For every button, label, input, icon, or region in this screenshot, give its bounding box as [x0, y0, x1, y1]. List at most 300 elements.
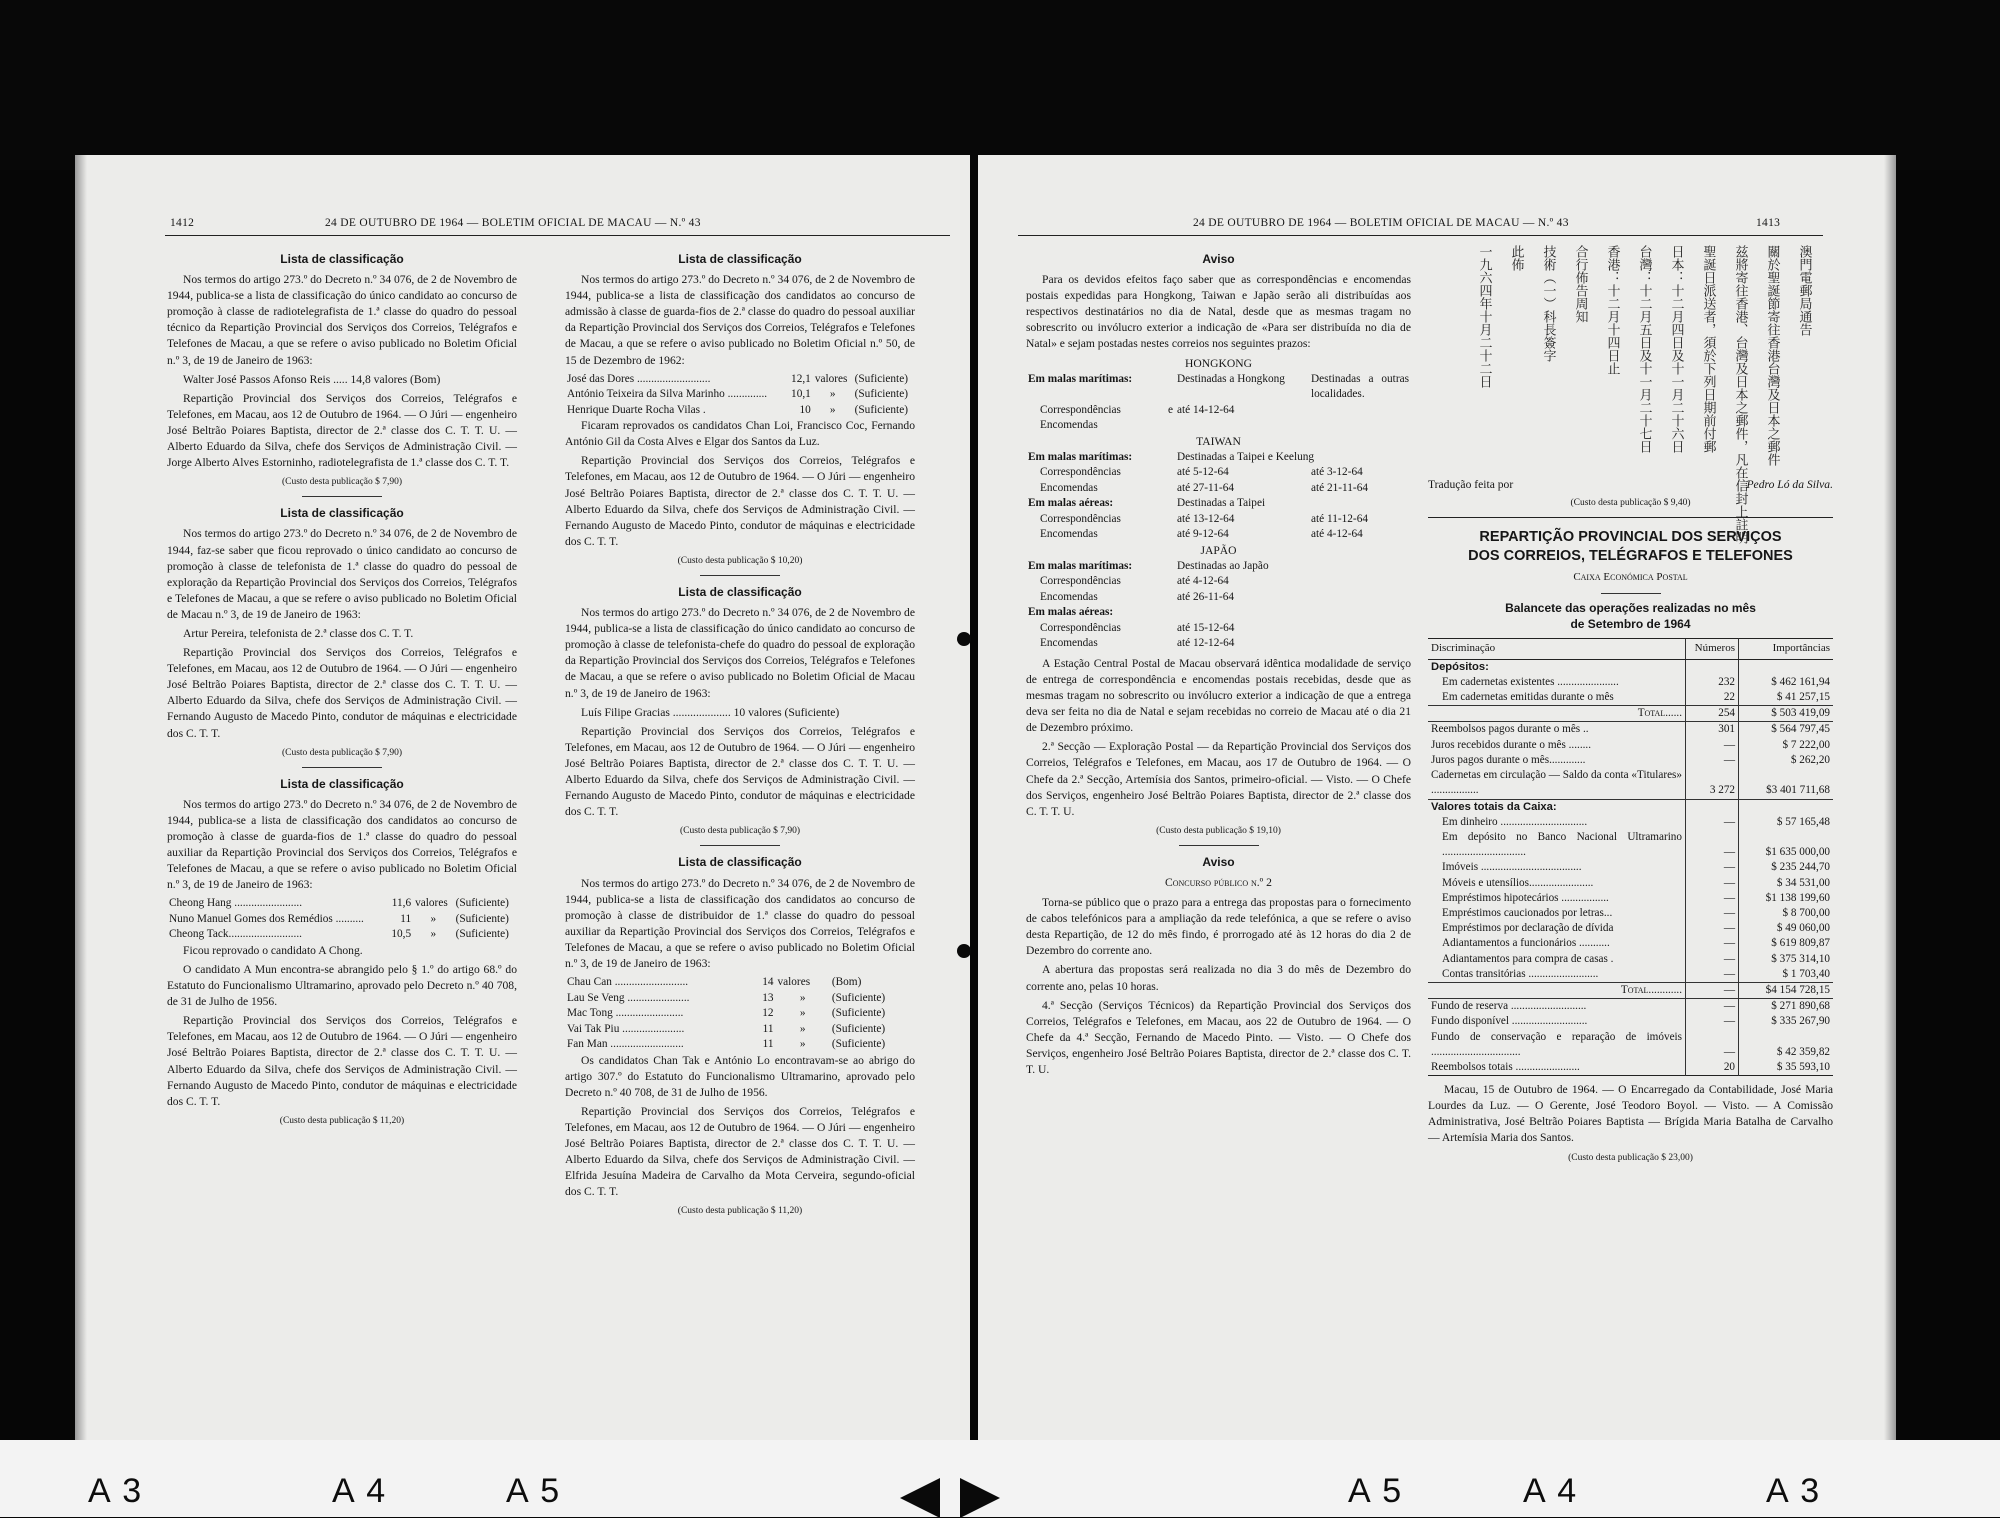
section-title: Lista de classificação	[678, 252, 802, 266]
row-label: Imóveis ....................................	[1442, 861, 1582, 874]
row-label: Reembolsos pagos durante o mês ..	[1428, 722, 1686, 738]
row-count: —	[1686, 982, 1739, 998]
table-row	[1428, 876, 1833, 891]
film-mark-label: A 3	[1766, 1472, 1822, 1510]
region-heading-hongkong: HONGKONG	[1185, 356, 1252, 370]
table-row	[1428, 936, 1833, 951]
grade: (Suficiente)	[455, 897, 509, 910]
row-label: Empréstimos por declaração de dívida	[1442, 922, 1614, 935]
row-label: Reembolsos totais .......................	[1431, 1060, 1580, 1073]
table-row	[1428, 768, 1833, 799]
candidate-name: José das Dores ..........................	[567, 372, 711, 385]
aviso-title: Aviso	[1202, 252, 1235, 266]
unit: valores	[814, 372, 848, 385]
deadline: até 9-12-64	[1177, 528, 1229, 541]
row-count: 301	[1686, 722, 1739, 738]
destination: Destinadas ao Japão	[1177, 559, 1269, 572]
table-row	[565, 991, 915, 1007]
table-row	[565, 403, 915, 419]
row-label: Em dinheiro ...............................	[1442, 815, 1588, 828]
row-amount: $ 375 314,10	[1771, 952, 1830, 965]
right-column-2	[1428, 477, 1833, 1172]
table-row	[1428, 921, 1833, 936]
row-amount: $1 138 199,60	[1765, 891, 1830, 904]
publication-cost: (Custo desta publicação $ 7,90)	[281, 477, 403, 488]
row-count: —	[1686, 1030, 1739, 1060]
deadline: até 15-12-64	[1177, 621, 1235, 634]
aviso-title: Aviso	[1202, 854, 1235, 869]
row-count: 20	[1686, 1060, 1739, 1076]
row-count: —	[1686, 830, 1739, 860]
grade: (Suficiente)	[831, 1022, 886, 1035]
right-running-title: 24 DE OUTUBRO DE 1964 — BOLETIM OFICIAL DE MACAU — N.º 43	[1193, 217, 1569, 229]
grade: (Suficiente)	[831, 1038, 886, 1051]
chinese-line: 關於聖誕節寄往香港台灣及日本之郵件	[1764, 245, 1780, 466]
chinese-line: 一九六四年十月二十二日	[1476, 245, 1492, 388]
mail-type-label: Em malas marítimas:	[1028, 372, 1133, 385]
grade: (Suficiente)	[854, 388, 908, 401]
item-type: Encomendas	[1040, 637, 1098, 650]
left-page-edge	[75, 155, 87, 1440]
paragraph: Macau, 15 de Outubro de 1964. — O Encarregado da Contabilidade, José Maria Lourdes da Luz. — O Gerente, José Teodoro Boyol. — Visto. — A Comissão Administrativa, José Beltrão Poiares Baptista — Brígida Maria Batalha de Carvalho — Artemísia Maria dos Santos.	[1428, 1083, 1833, 1145]
row-count: 3 272	[1686, 768, 1739, 799]
balance-title: Balancete das operações realizadas no mês	[1505, 601, 1756, 616]
candidate-name: Vai Tak Piu ......................	[567, 1022, 685, 1035]
table-row	[565, 975, 915, 991]
row-label: Empréstimos hipotecários .................	[1442, 891, 1609, 904]
row-amount: $ 1 703,40	[1782, 967, 1830, 980]
table-row	[1428, 1030, 1833, 1060]
row-label: Total......	[1428, 706, 1686, 722]
row-count: 254	[1686, 706, 1739, 722]
publication-cost: (Custo desta publicação $ 11,20)	[279, 1115, 405, 1126]
unit: valores	[777, 976, 811, 989]
paragraph: Nos termos do artigo 273.º do Decreto n.º 34 076, de 2 de Novembro de 1944, publica-se a lista de classificação dos candidatos ao concurso de promoção à classe de distribuidor de 1.ª classe do quadro do pessoal auxiliar da Repartição Provincial dos Serviços dos Correios, Telégrafos e Telefones de Macau, a que se refere o aviso publicado no Boletim Oficial n.º 3, de 19 de Janeiro de 1963:	[565, 876, 915, 970]
chinese-line: 技術（一）科長簽字	[1540, 245, 1556, 362]
row-amount: $ 564 797,45	[1739, 722, 1834, 738]
table-row	[1428, 738, 1833, 753]
column-header: Números	[1686, 639, 1739, 659]
unit: »	[799, 991, 806, 1004]
section-label: Valores totais da Caixa:	[1428, 799, 1686, 815]
left-page	[75, 155, 970, 1440]
film-frame-mark	[332, 1472, 387, 1511]
table-row	[1026, 559, 1411, 575]
department-subtitle: Caixa Económica Postal	[1573, 571, 1688, 584]
grade: (Suficiente)	[854, 372, 908, 385]
section-label: Depósitos:	[1431, 660, 1489, 673]
paragraph: Repartição Provincial dos Serviços dos Correios, Telégrafos e Telefones, em Macau, aos 12 de Outubro de 1964. — O Júri — engenheiro José Beltrão Poiares Baptista, director de 2.ª classe dos C. T. T. U. — Alberto Eduardo da Silva, chefe dos Serviços de Administração Civil. — Fernando Augusto de Macedo Pinto, condutor de máquinas e electricidade dos C. T. T.	[167, 646, 517, 740]
paragraph: Repartição Provincial dos Serviços dos Correios, Telégrafos e Telefones, em Macau, aos 12 de Outubro de 1964. — O Júri — engenheiro José Beltrão Poiares Baptista, director de 2.ª classe dos C. T. T. U. — Alberto Eduardo da Silva, chefe dos Serviços de Administração Civil. — Jorge Alberto Alves Estorninho, radiotelegrafista de 1.ª classe dos C. T. T.	[167, 391, 517, 470]
table-row	[1428, 799, 1833, 815]
row-count: 22	[1686, 690, 1739, 706]
chinese-line: 日本：十二月四日及十一月二十六日	[1668, 245, 1684, 453]
chinese-line: 合行佈告周知	[1572, 245, 1588, 323]
translation-label: Tradução feita por	[1428, 478, 1514, 491]
table-row	[1428, 1060, 1833, 1076]
section-divider	[1428, 517, 1833, 518]
left-column-2	[565, 243, 915, 1226]
row-amount: $ 235 244,70	[1771, 861, 1830, 874]
left-header-rule	[165, 235, 950, 236]
paragraph: Nos termos do artigo 273.º do Decreto n.º 34 076, de 2 de Novembro de 1944, publica-se a lista de classificação dos candidatos ao concurso de admissão à classe de guarda-fios de 2.ª classe do quadro do pessoal auxiliar da Repartição Provincial dos Serviços dos Correios, Telégrafos e Telefones de Macau, a que se refere o aviso publicado no Boletim Oficial n.º 50, de 15 de Dezembro de 1962:	[565, 273, 915, 367]
column-header: Discriminação	[1428, 639, 1686, 659]
table-row	[1026, 605, 1411, 621]
film-mark-label: A 5	[1348, 1472, 1404, 1510]
score: 11	[762, 1022, 774, 1035]
chinese-line: 台灣：十二月五日及十一月二十七日	[1636, 245, 1652, 453]
film-mark-label: A 4	[332, 1472, 388, 1510]
balance-table	[1428, 638, 1833, 1076]
table-header-row	[1428, 639, 1833, 659]
table-row	[1026, 512, 1411, 528]
region-heading-japan: JAPÃO	[1200, 543, 1237, 557]
candidate-name: Cheong Tack..........................	[169, 928, 302, 941]
item-type: Encomendas	[1040, 590, 1098, 603]
score: 11	[400, 912, 412, 925]
paragraph: Repartição Provincial dos Serviços dos Correios, Telégrafos e Telefones, em Macau, aos 12 de Outubro de 1964. — O Júri — engenheiro José Beltrão Poiares Baptista, director de 2.ª classe dos C. T. T. U. — Alberto Eduardo da Silva, chefe dos Serviços de Administração Civil. — Fernando Augusto de Macedo Pinto, condutor de máquinas e electricidade dos C. T. T.	[565, 454, 915, 548]
paragraph: Repartição Provincial dos Serviços dos Correios, Telégrafos e Telefones, em Macau, aos 12 de Outubro de 1964. — O Júri — engenheiro José Beltrão Poiares Baptista, director de 2.ª classe dos C. T. T. U. — Alberto Eduardo da Silva, chefe dos Serviços de Administração Civil. — Fernando Augusto de Macedo Pinto, condutor de máquinas e electricidade dos C. T. T.	[167, 1014, 517, 1108]
score: 14	[762, 976, 774, 989]
deadline: até 3-12-64	[1311, 466, 1363, 479]
grade: (Bom)	[831, 976, 862, 989]
item-type: Correspondências	[1040, 466, 1121, 479]
row-amount: $ 57 165,48	[1776, 815, 1830, 828]
table-row	[1428, 815, 1833, 830]
row-amount: $ 35 593,10	[1776, 1060, 1830, 1073]
paragraph: A abertura das propostas será realizada no dia 3 do mês de Dezembro do corrente ano, pelas 10 horas.	[1026, 963, 1411, 993]
paragraph: Para os devidos efeitos faço saber que as correspondências e encomendas postais expedidas para Hongkong, Taiwan e Japão serão ali distribuídas aos respectivos destinatários no dia de Natal, desde que as mesmas tragam no sobrescrito ou invólucro exterior a indicação de «Para ser distribuída no dia de Natal» e sejam postadas nestes correios nos seguintes prazos:	[1026, 273, 1411, 351]
row-count: —	[1686, 921, 1739, 936]
paragraph: Nos termos do artigo 273.º do Decreto n.º 34 076, de 2 de Novembro de 1944, publica-se a lista de classificação do único candidato ao concurso de promoção à classe de radiotelegrafista de 1.ª classe do quadro do pessoal técnico da Repartição Provincial dos Serviços dos Correios, Telégrafos e Telefones de Macau, a que se refere o aviso publicado no Boletim Oficial n.º 3, de 19 de Janeiro de 1963:	[167, 273, 517, 367]
left-running-title: 24 DE OUTUBRO DE 1964 — BOLETIM OFICIAL DE MACAU — N.º 43	[325, 217, 701, 229]
table-row	[1026, 481, 1411, 497]
mail-type-label: Em malas aéreas:	[1028, 606, 1114, 619]
row-amount: $ 262,20	[1790, 753, 1830, 766]
section-title: Lista de classificação	[280, 776, 404, 791]
department-title: REPARTIÇÃO PROVINCIAL DOS SERVIÇOS	[1479, 529, 1782, 546]
publication-cost: (Custo desta publicação $ 10,20)	[677, 555, 803, 566]
row-amount: $ 34 531,00	[1776, 876, 1830, 889]
right-column-1	[1026, 243, 1411, 1081]
left-column-1	[167, 243, 517, 1135]
row-label: Em cadernetas emitidas durante o mês	[1442, 691, 1614, 704]
section-divider	[700, 575, 780, 576]
score: 11,6	[391, 897, 412, 910]
section-divider	[302, 496, 382, 497]
film-mark-label: A 3	[88, 1472, 144, 1510]
table-row	[1428, 967, 1833, 983]
department-title: DOS CORREIOS, TELÉGRAFOS E TELEFONES	[1468, 548, 1793, 565]
publication-cost: (Custo desta publicação $ 9,40)	[1570, 498, 1691, 509]
table-row	[1428, 952, 1833, 967]
classification-table	[565, 975, 915, 1053]
candidate-name: António Teixeira da Silva Marinho ..............	[567, 388, 768, 401]
item-type: Correspondências e Encomendas	[1040, 403, 1173, 432]
center-arrow-left-icon	[900, 1478, 940, 1518]
row-label: Fundo de reserva ...........................	[1428, 999, 1686, 1015]
table-total-row	[1428, 982, 1833, 998]
row-count: —	[1686, 999, 1739, 1015]
row-label: Em depósito no Banco Nacional Ultramarino ..............................	[1442, 830, 1682, 859]
table-total-row	[1428, 706, 1833, 722]
table-row	[1026, 403, 1411, 434]
table-row	[1026, 496, 1411, 512]
unit: »	[799, 1007, 806, 1020]
row-label: Cadernetas em circulação — Saldo da conta «Titulares» .................	[1431, 769, 1682, 797]
candidate-name: Cheong Hang ........................	[169, 897, 303, 910]
film-frame-mark	[506, 1472, 561, 1511]
row-amount: $ 271 890,68	[1739, 999, 1834, 1015]
paragraph: Ficou reprovado o candidato A Chong.	[183, 943, 363, 957]
row-amount: $ 619 809,87	[1771, 937, 1830, 950]
row-amount: $4 154 728,15	[1739, 982, 1834, 998]
item-type: Correspondências	[1040, 621, 1121, 634]
deadline: até 11-12-64	[1311, 512, 1368, 525]
table-row	[1026, 372, 1411, 403]
publication-cost: (Custo desta publicação $ 19,10)	[1156, 825, 1281, 836]
deadline: até 13-12-64	[1177, 512, 1235, 525]
score: 10,5	[391, 928, 412, 941]
translation-line	[1428, 477, 1833, 493]
paragraph: Repartição Provincial dos Serviços dos Correios, Telégrafos e Telefones, em Macau, aos 12 de Outubro de 1964. — O Júri — engenheiro José Beltrão Poiares Baptista, director de 2.ª classe dos C. T. T. U. — Alberto Eduardo da Silva, chefe dos Serviços de Administração Civil. — Elfrida Jesuína Madeira de Carvalho da Mota Cerveira, segundo-oficial dos C. T. T.	[565, 1104, 915, 1199]
row-amount: $ 7 222,00	[1782, 738, 1830, 751]
score: 12	[762, 1007, 774, 1020]
paragraph: 2.ª Secção — Exploração Postal — da Repartição Provincial dos Serviços dos Correios, Telégrafos e Telefones, em Macau, aos 17 de Outubro de 1964. — O Chefe da 2.ª Secção, Artemísia dos Santos, primeiro-oficial. — Visto. — O Chefe dos Serviços, engenheiro José Beltrão Poiares Baptista, director de 2.ª classe dos C. T. T. U.	[1026, 740, 1411, 818]
section-title: Lista de classificação	[678, 855, 802, 870]
table-row	[1428, 722, 1833, 738]
row-label: Em cadernetas existentes ......................	[1442, 675, 1619, 688]
row-label: Contas transitórias .........................	[1442, 967, 1599, 980]
classification-entry: Luís Filipe Gracias .................... 10 valores (Suficiente)	[581, 705, 840, 719]
destination: Destinadas a Taipei e Keelung	[1177, 450, 1315, 463]
chinese-line: 澳門電郵局通告	[1796, 245, 1812, 336]
film-frame-mark	[1523, 1472, 1578, 1511]
candidate-name: Mac Tong ........................	[567, 1007, 684, 1020]
unit: »	[829, 388, 836, 401]
table-row	[1026, 450, 1411, 466]
item-type: Encomendas	[1040, 528, 1098, 541]
chinese-line: 聖誕日派送者，須於下列日期前付郵	[1700, 245, 1716, 453]
row-count: —	[1686, 753, 1739, 768]
table-row	[1428, 891, 1833, 906]
grade: (Suficiente)	[854, 403, 908, 416]
score: 10,1	[791, 388, 811, 401]
row-count: —	[1686, 952, 1739, 967]
row-count: 232	[1686, 675, 1739, 690]
deadline: até 4-12-64	[1177, 575, 1229, 588]
unit: »	[799, 1022, 806, 1035]
deadline-table-hongkong	[1026, 372, 1411, 434]
chinese-line: 此佈	[1508, 245, 1524, 271]
table-row	[1026, 621, 1411, 637]
unit: »	[430, 928, 437, 941]
table-row	[565, 372, 915, 388]
paragraph: Torna-se público que o prazo para a entrega das propostas para o fornecimento de cabos telefónicos para a ampliação da rede telefónica, a que se refere o aviso desta Repartição, de 12 do mês findo, é prorrogado até às 12 horas do dia 2 de Dezembro do corrente ano.	[1026, 896, 1411, 958]
row-amount: $ 8 700,00	[1782, 906, 1830, 919]
table-row	[1428, 675, 1833, 690]
grade: (Suficiente)	[831, 1007, 886, 1020]
row-count: —	[1686, 860, 1739, 875]
destination: Destinadas a Taipei	[1177, 497, 1266, 510]
right-page-edge	[1884, 155, 1896, 1440]
table-row	[1428, 906, 1833, 921]
row-label: Empréstimos caucionados por letras...	[1442, 906, 1613, 919]
classification-table	[565, 372, 915, 419]
section-divider	[700, 845, 780, 846]
row-amount: $ 41 257,15	[1776, 691, 1830, 704]
table-row	[1428, 690, 1833, 706]
classification-entry: Artur Pereira, telefonista de 2.ª classe dos C. T. T.	[183, 626, 414, 640]
candidate-name: Fan Man ..........................	[567, 1038, 684, 1051]
score: 10	[799, 403, 811, 416]
row-label: Total............	[1428, 982, 1686, 998]
table-row	[167, 896, 517, 912]
row-label: Juros pagos durante o mês.............	[1431, 753, 1586, 766]
deadline-table-taiwan	[1026, 450, 1411, 543]
region-heading-taiwan: TAIWAN	[1196, 434, 1241, 448]
unit: valores	[415, 897, 448, 910]
aviso-subtitle: Concurso público n.º 2	[1165, 875, 1272, 889]
deadline: até 4-12-64	[1311, 528, 1363, 541]
deadline: até 12-12-64	[1177, 637, 1235, 650]
row-count: —	[1686, 967, 1739, 983]
publication-cost: (Custo desta publicação $ 11,20)	[677, 1206, 803, 1217]
row-amount: $1 635 000,00	[1765, 846, 1830, 859]
row-count: —	[1686, 738, 1739, 753]
row-amount: $ 335 267,90	[1771, 1015, 1830, 1028]
mail-type-label: Em malas marítimas:	[1028, 559, 1133, 572]
grade: (Suficiente)	[831, 991, 886, 1004]
score: 13	[762, 991, 774, 1004]
row-count: —	[1686, 815, 1739, 830]
item-type: Encomendas	[1040, 481, 1098, 494]
deadline: até 21-11-64	[1311, 481, 1368, 494]
candidate-name: Lau Se Veng ......................	[567, 991, 690, 1004]
unit: »	[430, 912, 437, 925]
table-row	[1026, 590, 1411, 606]
paragraph: 4.ª Secção (Serviços Técnicos) da Repartição Provincial dos Serviços dos Correios, Telégrafos e Telefones, em Macau, aos 22 de Outubro de 1964. — O Chefe da 4.ª Secção, Fernando de Macedo Pinto. — Visto. — O Chefe dos Serviços, engenheiro José Beltrão Poiares Baptista, director de 2.ª classe dos C. T. T. U.	[1026, 998, 1411, 1076]
publication-cost: (Custo desta publicação $ 23,00)	[1568, 1152, 1693, 1163]
paragraph: O candidato A Mun encontra-se abrangido pelo § 1.º do artigo 68.º do Estatuto do Funcionalismo Ultramarino, aprovado pelo Decreto n.º 40 708, de 31 de Julho de 1956.	[167, 962, 517, 1009]
classification-table	[167, 896, 517, 943]
binding-hole	[957, 944, 971, 958]
grade: (Suficiente)	[455, 928, 509, 941]
item-type: Correspondências	[1040, 512, 1121, 525]
section-title: Lista de classificação	[280, 252, 404, 266]
section-divider	[1601, 593, 1661, 594]
table-row	[1026, 636, 1411, 652]
paragraph: A Estação Central Postal de Macau observará idêntica modalidade de serviço de entrega de correspondência e encomendas postais recebidas, desde que as mesmas tragam no sobrescrito ou invólucro exterior a indicação de que a entrega deva ser feita no dia de Natal e sejam recebidas no correio de Macau até o dia 21 de Dezembro próximo.	[1026, 656, 1411, 735]
table-row	[1428, 860, 1833, 875]
deadline-table-japan	[1026, 559, 1411, 652]
row-label: Fundo disponível ...........................	[1431, 1015, 1588, 1028]
film-mark-label: A 5	[506, 1472, 562, 1510]
table-row	[167, 927, 517, 943]
row-label: Adiantamentos a funcionários ...........	[1442, 937, 1610, 950]
film-mark-label: A 4	[1523, 1472, 1579, 1510]
table-row	[1026, 465, 1411, 481]
row-count: —	[1686, 906, 1739, 921]
table-row	[1428, 830, 1833, 860]
row-count: —	[1686, 1014, 1739, 1029]
binding-hole	[957, 632, 971, 646]
candidate-name: Nuno Manuel Gomes dos Remédios ..........	[169, 912, 364, 925]
film-frame-mark	[1766, 1472, 1821, 1511]
chinese-line: 兹將寄往香港、台灣及日本之郵件，凡在信封上註明	[1732, 245, 1748, 544]
deadline: até 26-11-64	[1177, 590, 1234, 603]
grade: (Suficiente)	[455, 912, 509, 925]
publication-cost: (Custo desta publicação $ 7,90)	[281, 747, 403, 758]
row-amount: $ 49 060,00	[1776, 922, 1830, 935]
film-bottom-band	[0, 1440, 2000, 1517]
row-label: Adiantamentos para compra de casas .	[1442, 952, 1614, 965]
table-row	[565, 387, 915, 403]
paragraph: Repartição Provincial dos Serviços dos Correios, Telégrafos e Telefones, em Macau, aos 12 de Outubro de 1964. — O Júri — engenheiro José Beltrão Poiares Baptista, director de 2.ª classe dos C. T. T. U. — Alberto Eduardo da Silva, chefe dos Serviços de Administração Civil. — Fernando Augusto de Macedo Pinto, condutor de máquinas e electricidade dos C. T. T.	[565, 724, 915, 819]
unit: »	[799, 1038, 806, 1051]
deadline: até 27-11-64	[1177, 481, 1234, 494]
table-row	[1428, 999, 1833, 1015]
center-arrow-right-icon	[960, 1478, 1000, 1518]
table-row	[1428, 1014, 1833, 1029]
row-amount: $3 401 711,68	[1766, 784, 1830, 797]
destination: Destinadas a Hongkong	[1177, 372, 1285, 385]
translator-name: Pedro Ló da Silva.	[1746, 478, 1833, 491]
section-divider	[302, 767, 382, 768]
film-frame-mark	[1348, 1472, 1403, 1511]
chinese-line: 香港：十二月十四日止	[1604, 245, 1620, 375]
table-row	[167, 912, 517, 928]
film-frame-mark	[88, 1472, 143, 1511]
section-title: Lista de classificação	[280, 506, 404, 521]
destination: Destinadas a outras localidades.	[1311, 372, 1409, 401]
paragraph: Os candidatos Chan Tak e António Lo encontravam-se ao abrigo do artigo 307.º do Estatuto do Funcionalismo Ultramarino, aprovado pelo Decreto n.º 40 708, de 31 de Julho de 1956.	[565, 1053, 915, 1099]
table-row	[1428, 753, 1833, 768]
section-divider	[1179, 845, 1259, 846]
balance-title: de Setembro de 1964	[1570, 617, 1691, 632]
unit: »	[829, 403, 836, 416]
table-row	[565, 1006, 915, 1022]
publication-cost: (Custo desta publicação $ 7,90)	[679, 826, 801, 837]
classification-entry: Walter José Passos Afonso Reis ..... 14,8 valores (Bom)	[183, 372, 441, 386]
score: 11	[762, 1038, 774, 1051]
right-page	[978, 155, 1896, 1440]
row-label: Móveis e utensílios.......................	[1442, 876, 1594, 889]
candidate-name: Chau Can ..........................	[567, 976, 689, 989]
right-page-number: 1413	[1756, 217, 1781, 229]
row-count: —	[1686, 936, 1739, 951]
paragraph: Nos termos do artigo 273.º do Decreto n.º 34 076, de 2 de Novembro de 1944, publica-se a lista de classificação do único candidato ao concurso de promoção à classe de telefonista-chefe do quadro do pessoal de exploração da Repartição Provincial dos Serviços dos Correios, Telégrafos e Telefones de Macau, a que se refere o aviso publicado no Boletim Oficial de Macau n.º 3, de 19 de Janeiro de 1963:	[565, 606, 915, 700]
row-amount: $ 503 419,09	[1739, 706, 1834, 722]
row-label: Fundo de conservação e reparação de imóveis ................................	[1431, 1030, 1682, 1058]
film-top-margin	[0, 0, 2000, 170]
row-count: —	[1686, 876, 1739, 891]
section-title: Lista de classificação	[678, 585, 802, 599]
row-amount: $ 42 359,82	[1776, 1045, 1830, 1058]
row-label: Juros recebidos durante o mês ........	[1431, 738, 1592, 751]
table-row	[1428, 659, 1833, 675]
row-amount: $ 462 161,94	[1771, 675, 1830, 688]
item-type: Correspondências	[1040, 575, 1121, 588]
table-row	[565, 1022, 915, 1038]
table-row	[1026, 574, 1411, 590]
column-header: Importâncias	[1739, 639, 1834, 659]
paragraph: Nos termos do artigo 273.º do Decreto n.º 34 076, de 2 de Novembro de 1944, faz-se saber que ficou reprovado o único candidato ao concurso de promoção à classe de telefonista de 1.ª classe do quadro do pessoal de exploração da Repartição Provincial dos Serviços dos Correios, Telégrafos e Telefones de Macau, a que se refere o aviso publicado no Boletim Oficial de Macau n.º 3, de 19 de Janeiro de 1963:	[167, 527, 517, 621]
table-row	[1026, 527, 1411, 543]
candidate-name: Henrique Duarte Rocha Vilas .	[567, 403, 706, 416]
deadline: até 14-12-64	[1177, 403, 1235, 416]
mail-type-label: Em malas marítimas:	[1028, 450, 1133, 463]
